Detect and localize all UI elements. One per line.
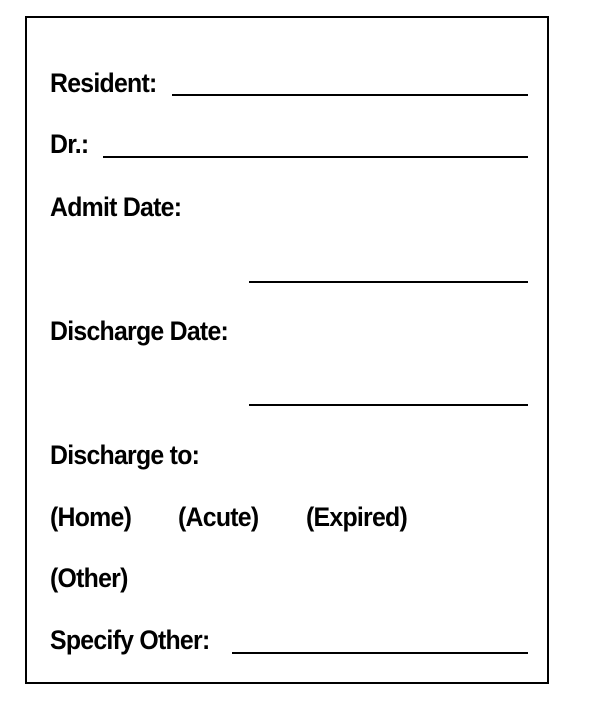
doctor-field-line[interactable] [103, 156, 528, 158]
option-home[interactable]: (Home) [50, 502, 132, 532]
option-other[interactable]: (Other) [50, 563, 128, 593]
resident-field-line[interactable] [172, 94, 528, 96]
option-expired[interactable]: (Expired) [306, 502, 408, 532]
discharge-date-field-line[interactable] [249, 404, 528, 406]
admit-date-field-line[interactable] [249, 281, 528, 283]
admit-date-label: Admit Date: [50, 192, 182, 222]
resident-label: Resident: [50, 68, 157, 98]
discharge-date-label: Discharge Date: [50, 316, 229, 346]
specify-other-label: Specify Other: [50, 625, 210, 655]
specify-other-field-line[interactable] [232, 652, 528, 654]
option-acute[interactable]: (Acute) [178, 502, 259, 532]
doctor-label: Dr.: [50, 129, 89, 159]
discharge-to-label: Discharge to: [50, 440, 200, 470]
